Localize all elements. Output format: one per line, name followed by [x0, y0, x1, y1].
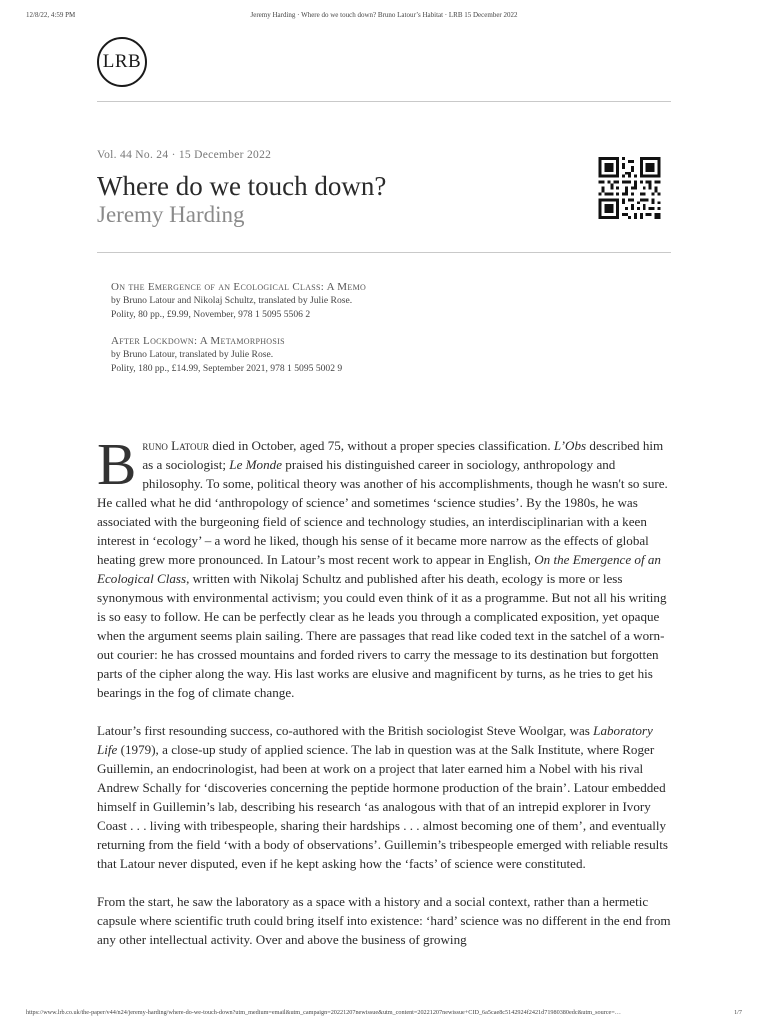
qr-code-icon — [598, 157, 661, 219]
print-title: Jeremy Harding · Where do we touch down? Bruno Latour’s Habitat · LRB 15 December 2022 — [250, 11, 518, 19]
text-run: From the start, he saw the laboratory as a space with a history and a social context, rather than a hermetic capsule where scientific truth could bring itself into existence: ‘hard’ science was no different in the end from any other intellectual activity. Over and above the business of growing — [97, 894, 671, 947]
article-author[interactable]: Jeremy Harding — [97, 202, 245, 227]
book-byline: by Bruno Latour, translated by Julie Rose. — [111, 349, 274, 360]
lead-in: runo Latour — [142, 438, 209, 453]
italic-text: Le Monde — [229, 457, 283, 472]
article-headline: Where do we touch down? — [97, 171, 387, 201]
book-details: Polity, 180 pp., £14.99, September 2021, 978 1 5095 5002 9 — [111, 363, 343, 374]
book-details: Polity, 80 pp., £9.99, November, 978 1 5095 5506 2 — [111, 309, 311, 320]
text-run: , written with Nikolaj Schultz and published after his death, ecology is more or less synonymous with environmental activism; you could even think of it as a programme. But not all his writing is so easy to follow. He can be perfectly clear as he leads you through a complicated exposition, yet opaque when the argument seems plain sailing. There are passages that read like coded text in the satchel of a worn-out courier: he has crossed mountains and forded rivers to carry the message to its destination but forgotten parts of the cipher along the way. His last works are elusive and magnificent by turns, as he tries to get his bearings in the fog of climate change. — [97, 571, 667, 700]
article-paragraph — [97, 721, 671, 873]
title-divider — [97, 252, 671, 253]
print-date: 12/8/22, 4:59 PM — [26, 11, 76, 19]
header-divider — [97, 101, 671, 102]
text-run: (1979), a close-up study of applied science. The lab in question was at the Salk Institute, where Roger Guillemin, an endocrinologist, had been at work on a project that later earned him a Nobel with his rival Andrew Schally for ‘discoveries concerning the peptide hormone production of the brain’. Latour embedded himself in Guillemin’s lab, describing his research ‘as analogous with that of an intrepid explorer in Ivory Coast . . . living with tribespeople, sharing their hardships . . . almost becoming one of them’, and eventually returning from the field ‘with a body of observations’. Guillemin’s tribespeople emerged with reliable results that Latour never disputed, even if he kept asking how the ‘facts’ of science were constituted. — [97, 742, 669, 871]
print-url: https://www.lrb.co.uk/the-paper/v44/n24/jeremy-harding/where-do-we-touch-down?utm_medium=email&utm_campaign=20221207newissue&utm_content=20221207newissue+CID_6a5cae8c5142924f2421d71980380edc&utm_source=… — [26, 1009, 621, 1016]
lrb-logo[interactable] — [97, 37, 147, 87]
text-run: Latour’s first resounding success, co-authored with the British sociologist Steve Woolgar, was — [97, 723, 594, 738]
lrb-logo-text: LRB — [102, 51, 142, 72]
text-run: praised his distinguished career in sociology, anthropology and philosophy. To some, political theory was another of his accomplishments, though he wasn't so sure. He called what he did ‘anthropology of science’ and sometimes ‘science studies’. By the 1980s, he was associated with the burgeoning field of science and technology studies, an interdisciplinarian with a keen interest in ‘ecology’ – a word he liked, though his sense of it became more narrow as the effects of global heating grew more pronounced. In Latour’s most recent work to appear in English, — [97, 457, 668, 567]
page-number: 1/7 — [734, 1009, 742, 1016]
issue-line: Vol. 44 No. 24 · 15 December 2022 — [97, 149, 272, 161]
book-entry — [111, 334, 366, 376]
italic-text: On the Emergence of an Ecological Class — [97, 552, 661, 586]
text-run: died in October, aged 75, without a proper species classification. — [208, 438, 554, 453]
book-byline: by Bruno Latour and Nikolaj Schultz, translated by Julie Rose. — [111, 295, 353, 306]
text-run: described him as a sociologist; — [142, 438, 664, 472]
book-title[interactable]: On the Emergence of an Ecological Class: A Memo — [111, 281, 367, 293]
book-title[interactable]: After Lockdown: A Metamorphosis — [111, 335, 285, 347]
article-paragraph — [97, 431, 671, 702]
book-entry — [111, 280, 366, 322]
italic-text: L’Obs — [553, 438, 587, 453]
reviewed-books — [111, 280, 366, 388]
drop-cap: B — [97, 431, 137, 497]
article-body — [97, 431, 671, 968]
italic-text: Laboratory Life — [97, 723, 653, 757]
article-paragraph — [97, 892, 671, 949]
